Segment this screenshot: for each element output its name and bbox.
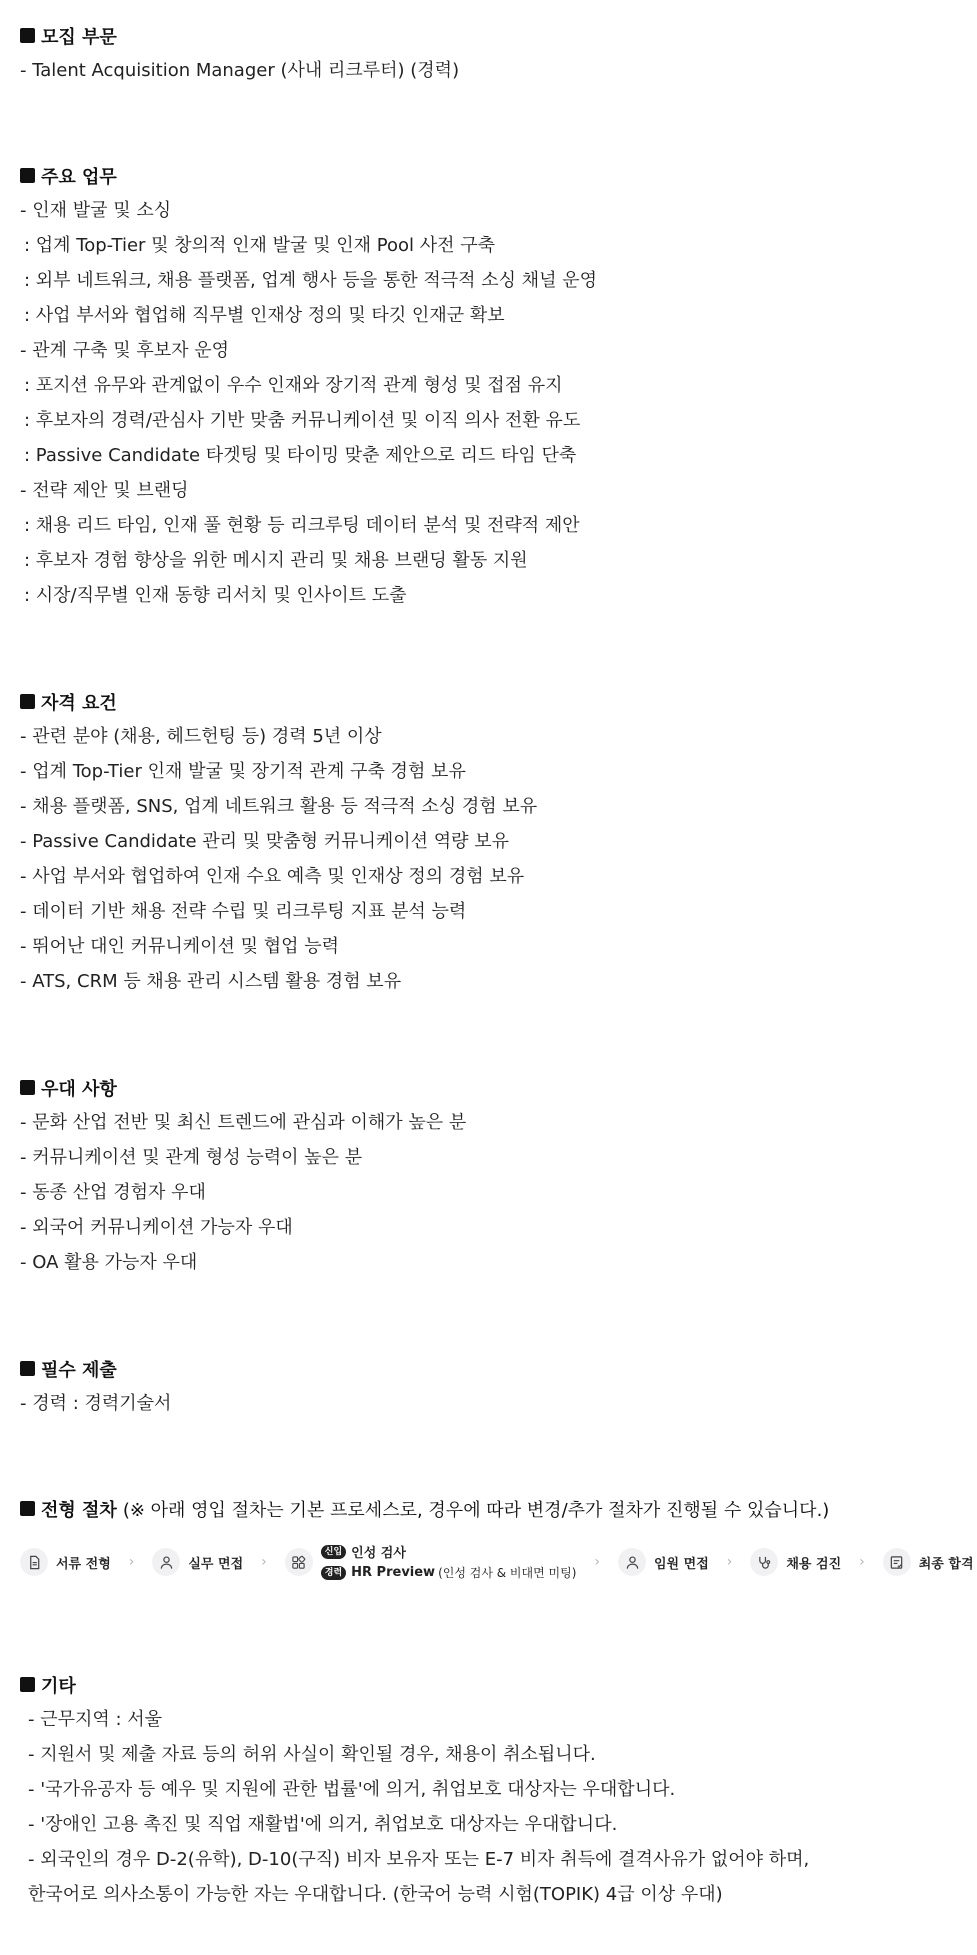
qualification-line: - 데이터 기반 채용 전략 수립 및 리크루팅 지표 분석 능력 bbox=[20, 901, 467, 922]
chevron-right-icon: › bbox=[726, 1554, 733, 1570]
process-section bbox=[20, 1491, 970, 1526]
preferred-line: - OA 활용 가능자 우대 bbox=[20, 1252, 198, 1273]
preferred-line: - 외국어 커뮤니케이션 가능자 우대 bbox=[20, 1217, 293, 1238]
duty-line: : 포지션 유무와 관계없이 우수 인재와 장기적 관계 형성 및 접점 유지 bbox=[24, 375, 563, 396]
checklist-icon bbox=[883, 1548, 911, 1576]
duty-line: : 채용 리드 타임, 인재 풀 현황 등 리크루팅 데이터 분석 및 전략적 제안 bbox=[24, 515, 580, 536]
process-step: 최종 합격 bbox=[883, 1548, 974, 1576]
person-icon bbox=[152, 1548, 180, 1576]
duty-line: : 시장/직무별 인재 동향 리서치 및 인사이트 도출 bbox=[24, 585, 407, 606]
etc-line: - 근무지역 : 서울 bbox=[28, 1709, 163, 1730]
process-steps bbox=[20, 1536, 974, 1588]
stethoscope-icon bbox=[750, 1548, 778, 1576]
etc-line: 한국어로 의사소통이 가능한 자는 우대합니다. (한국어 능력 시험(TOPIK) 4급 이상 우대) bbox=[28, 1884, 723, 1905]
section-heading: 모집 부문 bbox=[20, 18, 970, 53]
preferred-section bbox=[20, 1070, 970, 1280]
preferred-line: - 동종 산업 경험자 우대 bbox=[20, 1182, 206, 1203]
required-doc-line: - 경력 : 경력기술서 bbox=[20, 1393, 172, 1414]
test-step-detail: 신입 인성 검사 경력 HR Preview (인성 검사 & 비대면 미팅) bbox=[321, 1541, 577, 1583]
square-bullet-icon bbox=[20, 1361, 35, 1376]
etc-line: - 지원서 및 제출 자료 등의 허위 사실이 확인될 경우, 채용이 취소됩니다. bbox=[28, 1744, 596, 1765]
section-heading: 기타 bbox=[20, 1667, 970, 1702]
recruit-position: - Talent Acquisition Manager (사내 리크루터) (경력) bbox=[20, 60, 460, 81]
etc-line: - 외국인의 경우 D-2(유학), D-10(구직) 비자 보유자 또는 E-7 비자 취득에 결격사유가 없어야 하며, bbox=[28, 1849, 810, 1870]
required-docs-section bbox=[20, 1351, 970, 1421]
duty-line: - 관계 구축 및 후보자 운영 bbox=[20, 340, 229, 361]
document-icon bbox=[20, 1548, 48, 1576]
duty-line: : 후보자의 경력/관심사 기반 맞춤 커뮤니케이션 및 이직 의사 전환 유도 bbox=[24, 410, 581, 431]
duty-line: : 외부 네트워크, 채용 플랫폼, 업계 행사 등을 통한 적극적 소싱 채널 운영 bbox=[24, 270, 598, 291]
square-bullet-icon bbox=[20, 1080, 35, 1095]
etc-section bbox=[20, 1667, 970, 1912]
qualification-line: - 관련 분야 (채용, 헤드헌팅 등) 경력 5년 이상 bbox=[20, 726, 382, 747]
process-step bbox=[285, 1541, 577, 1583]
etc-line: - '국가유공자 등 예우 및 지원에 관한 법률'에 의거, 취업보호 대상자는 우대합니다. bbox=[28, 1779, 676, 1800]
recruit-section bbox=[20, 18, 970, 88]
preferred-line: - 문화 산업 전반 및 최신 트렌드에 관심과 이해가 높은 분 bbox=[20, 1112, 467, 1133]
chevron-right-icon: › bbox=[859, 1554, 865, 1570]
section-heading: 주요 업무 bbox=[20, 158, 970, 193]
section-heading: 필수 제출 bbox=[20, 1351, 970, 1386]
qualification-line: - 업계 Top-Tier 인재 발굴 및 장기적 관계 구축 경험 보유 bbox=[20, 761, 466, 782]
duty-line: - 전략 제안 및 브랜딩 bbox=[20, 480, 189, 501]
preferred-line: - 커뮤니케이션 및 관계 형성 능력이 높은 분 bbox=[20, 1147, 363, 1168]
square-bullet-icon bbox=[20, 1501, 35, 1516]
duties-section bbox=[20, 158, 970, 613]
qualification-line: - 뛰어난 대인 커뮤니케이션 및 협업 능력 bbox=[20, 936, 340, 957]
qualification-line: - ATS, CRM 등 채용 관리 시스템 활용 경험 보유 bbox=[20, 971, 402, 992]
section-heading: 자격 요건 bbox=[20, 684, 970, 719]
chevron-right-icon: › bbox=[594, 1554, 600, 1570]
square-bullet-icon bbox=[20, 694, 35, 709]
qualifications-section bbox=[20, 684, 970, 999]
etc-line: - '장애인 고용 촉진 및 직업 재활법'에 의거, 취업보호 대상자는 우대합니다. bbox=[28, 1814, 618, 1835]
qualification-line: - 사업 부서와 협업하여 인재 수요 예측 및 인재상 정의 경험 보유 bbox=[20, 866, 525, 887]
person-icon bbox=[618, 1548, 646, 1576]
qualification-line: - Passive Candidate 관리 및 맞춤형 커뮤니케이션 역량 보유 bbox=[20, 831, 510, 852]
square-bullet-icon bbox=[20, 1677, 35, 1692]
process-note: (※ 아래 영입 절차는 기본 프로세스로, 경우에 따라 변경/추가 절차가 진행될 수 있습니다.) bbox=[122, 1499, 830, 1521]
apps-icon bbox=[285, 1548, 313, 1576]
process-step: 서류 전형 bbox=[20, 1548, 111, 1576]
duty-line: : Passive Candidate 타겟팅 및 타이밍 맞춘 제안으로 리드 타임 단축 bbox=[24, 445, 577, 466]
square-bullet-icon bbox=[20, 168, 35, 183]
chevron-right-icon: › bbox=[261, 1554, 267, 1570]
qualification-line: - 채용 플랫폼, SNS, 업계 네트워크 활용 등 적극적 소싱 경험 보유 bbox=[20, 796, 538, 817]
section-heading: 우대 사항 bbox=[20, 1070, 970, 1105]
duty-line: : 후보자 경험 향상을 위한 메시지 관리 및 채용 브랜딩 활동 지원 bbox=[24, 550, 528, 571]
duty-line: : 사업 부서와 협업해 직무별 인재상 정의 및 타깃 인재군 확보 bbox=[24, 305, 505, 326]
section-heading: 전형 절차 (※ 아래 영입 절차는 기본 프로세스로, 경우에 따라 변경/추가 절차가 진행될 수 있습니다.) bbox=[20, 1491, 970, 1526]
new-hire-tag: 신입 bbox=[321, 1545, 346, 1559]
process-step: 채용 검진 bbox=[750, 1548, 841, 1576]
square-bullet-icon bbox=[20, 28, 35, 43]
process-step: 실무 면접 bbox=[152, 1548, 243, 1576]
duty-line: - 인재 발굴 및 소싱 bbox=[20, 200, 172, 221]
duty-line: : 업계 Top-Tier 및 창의적 인재 발굴 및 인재 Pool 사전 구축 bbox=[24, 235, 495, 256]
process-step: 임원 면접 bbox=[618, 1548, 709, 1576]
experienced-tag: 경력 bbox=[321, 1566, 346, 1580]
chevron-right-icon: › bbox=[128, 1554, 135, 1570]
